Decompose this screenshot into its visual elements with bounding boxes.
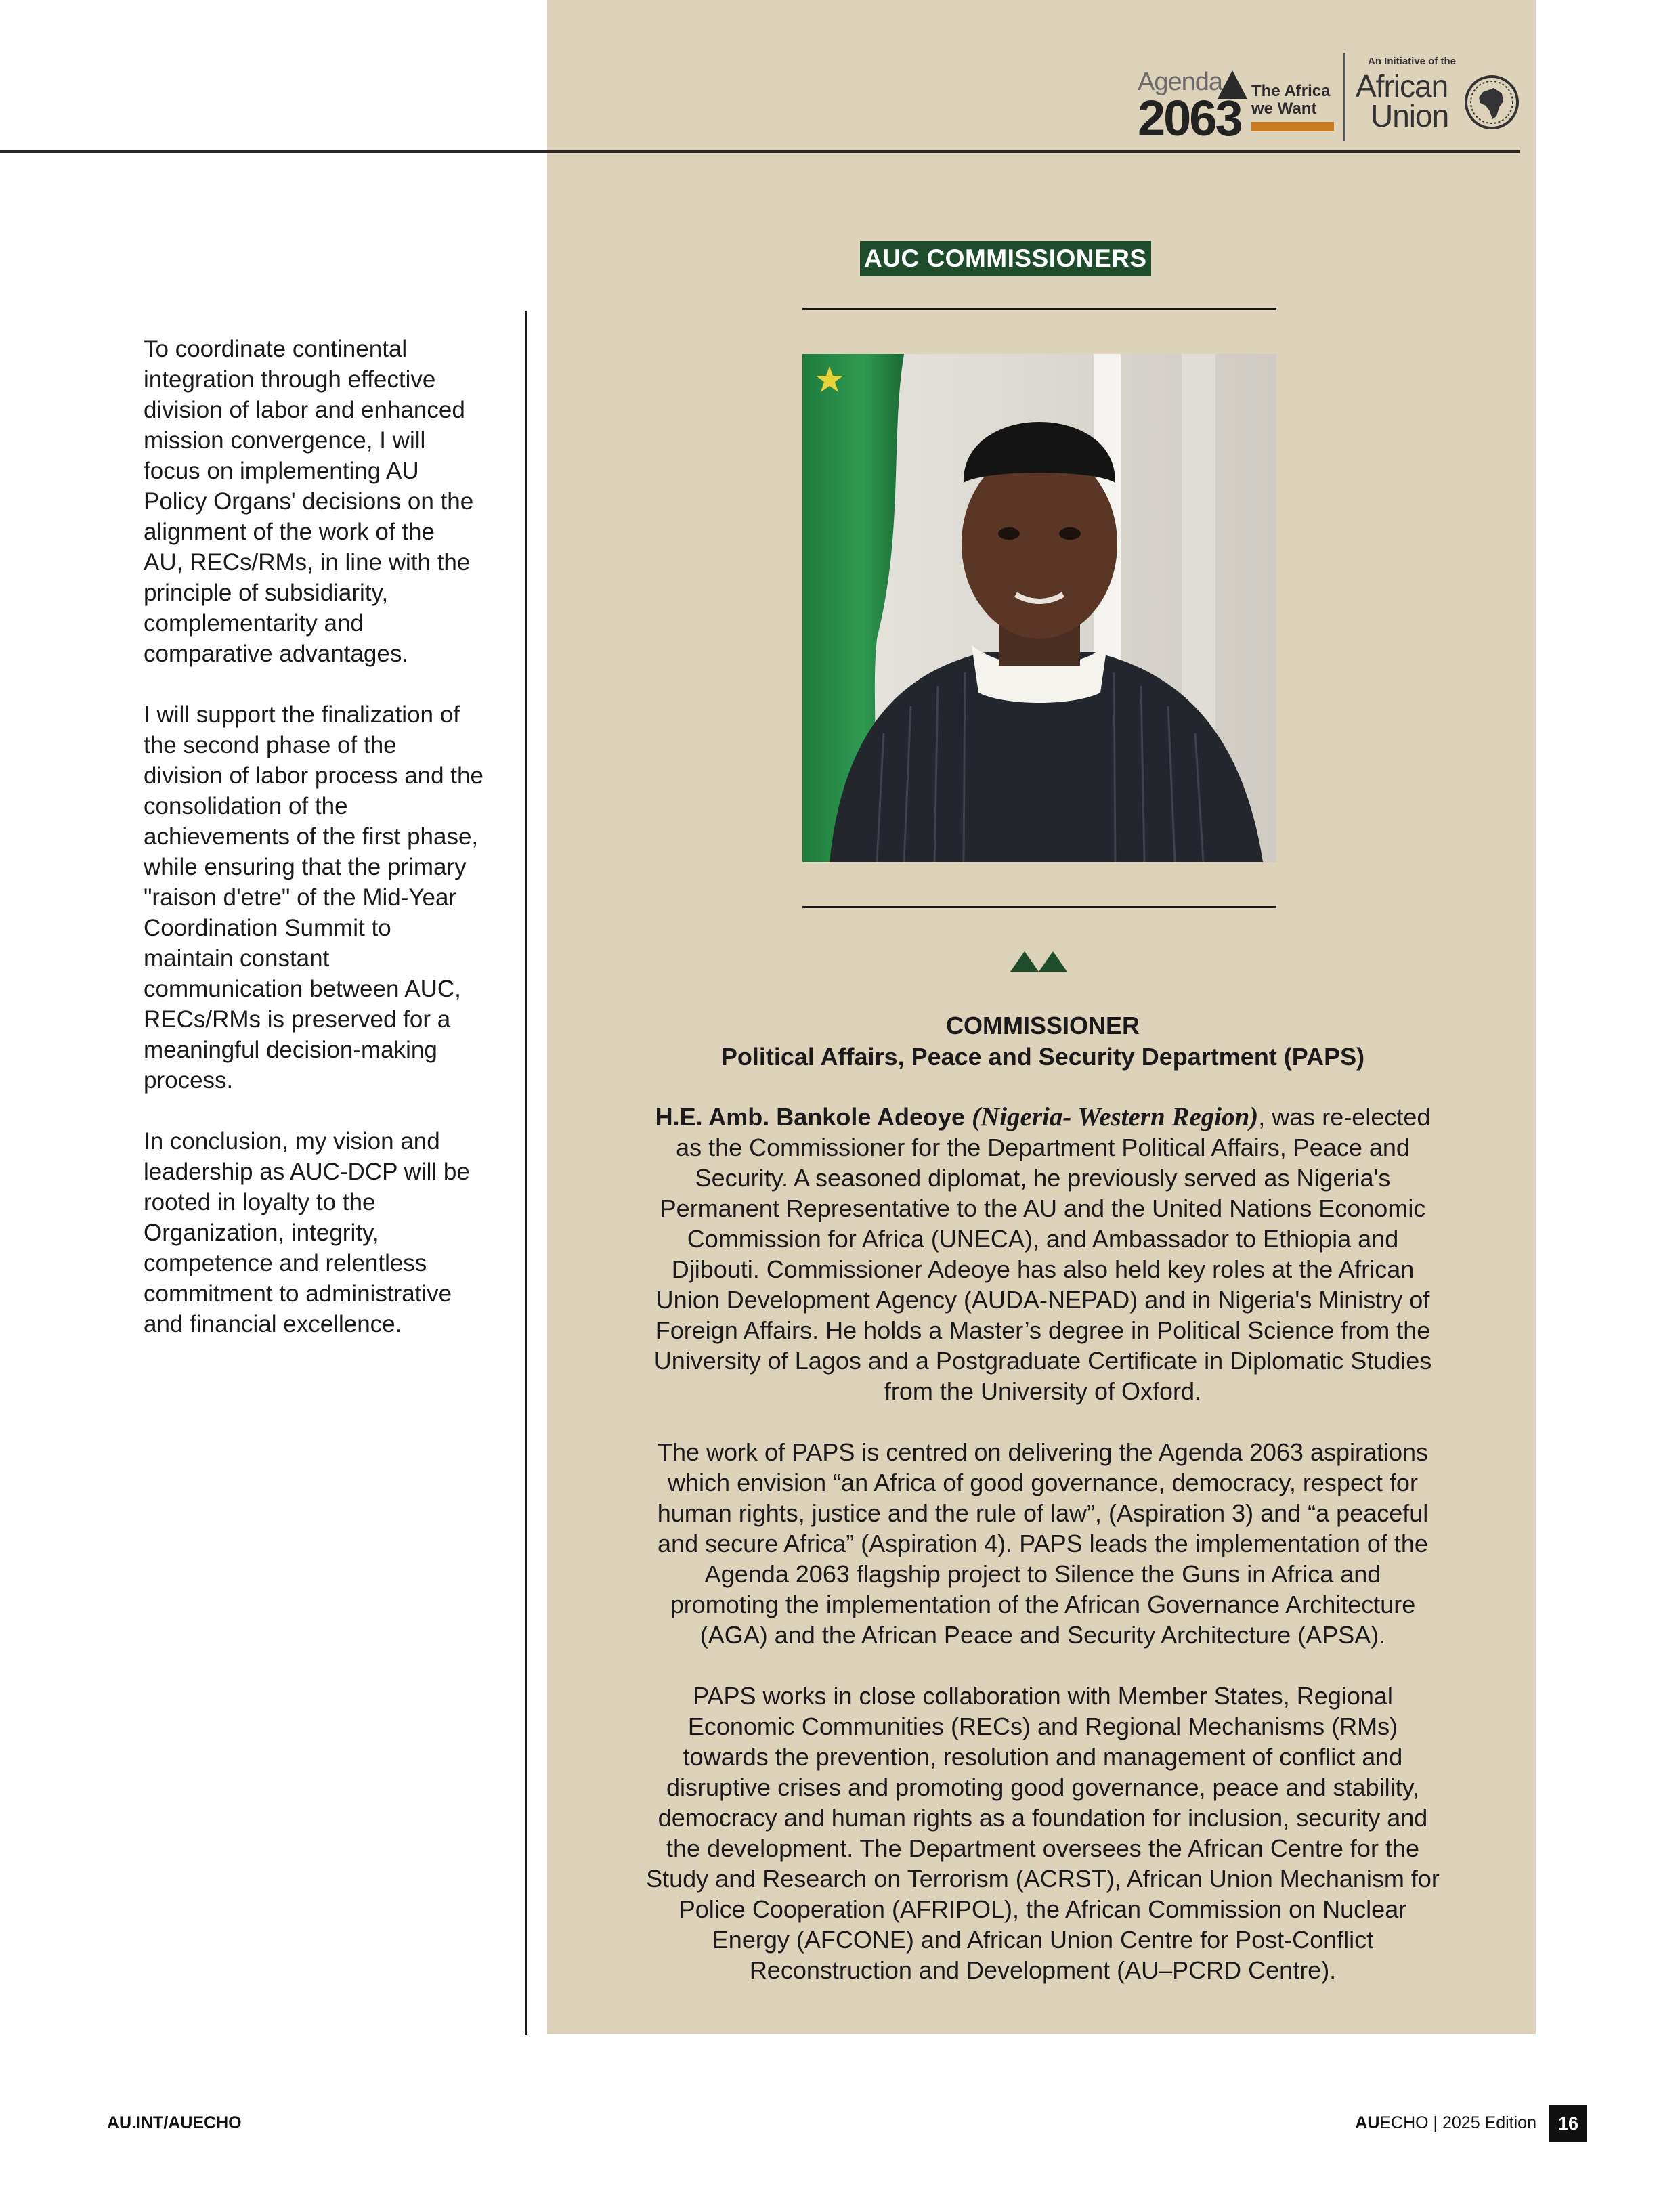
au-name-line-1: African <box>1356 68 1448 104</box>
commissioner-origin: (Nigeria- Western Region) <box>972 1102 1259 1131</box>
commissioner-title: COMMISSIONER <box>945 1012 1140 1039</box>
portrait-illustration <box>802 354 1276 862</box>
bio-paragraph-3: PAPS works in close collaboration with Member States, Regional Economic Communities (RECs) and Regional Mechanisms (RMs) towards the prevention, resolution and management of conflict and disruptive crises and promoting good governance, peace and stability, democracy and human rights as a foundation for inclusion, security and the development. The Department oversees the African Centre for the Study and Research on Terrorism (ACRST), African Union Mechanism for Police Cooperation (AFRIPOL), the African Commission on Nuclear Energy (AFCONE) and African Union Centre for Post-Conflict Reconstruction and Development (AU–PCRD Centre). <box>646 1682 1440 1984</box>
au-initiative-text: An Initiative of the <box>1368 56 1457 67</box>
header-rule <box>0 150 1520 153</box>
agenda-tagline-line-2: we Want <box>1251 100 1317 118</box>
au-name-line-2: Union <box>1371 98 1449 133</box>
left-paragraph-1: To coordinate continental integration through effective division of labor and enhanced mission convergence, I will focus on implementing AU Policy Organs' decisions on the alignment of the work of the AU, RECs/RMs, in line with the principle of subsidiarity, complementarity and comparative advantages. <box>144 336 474 667</box>
left-paragraph-2: I will support the finalization of the second phase of the division of labor process and the consolidation of the achievements of the first phase, while ensuring that the primary "raison d'etre" of the Mid-Year Coordination Summit to maintain constant communication between AUC, RECs/RMs is preserved for a meaningful decision-making process. <box>144 702 483 1094</box>
commissioner-bio <box>630 1102 1456 2016</box>
commissioner-name: H.E. Amb. Bankole Adeoye <box>655 1103 966 1131</box>
au-emblem-icon <box>1463 73 1521 131</box>
logo-divider <box>1343 53 1345 141</box>
photo-top-rule <box>802 308 1276 310</box>
department-name: Political Affairs, Peace and Security Department (PAPS) <box>720 1043 1365 1071</box>
agenda-tagline-line-1: The Africa <box>1251 82 1331 100</box>
agenda-2063-logo <box>1138 56 1341 144</box>
column-divider <box>525 311 527 2035</box>
agenda-color-bar <box>1251 122 1334 131</box>
page-number: 16 <box>1549 2105 1587 2142</box>
footer-brand-bold: AU <box>1355 2113 1380 2132</box>
commissioner-portrait <box>802 354 1276 862</box>
bio-paragraph-2: The work of PAPS is centred on delivering the Agenda 2063 aspirations which envision “an Africa of good governance, democracy, respect for human rights, justice and the rule of law”, (Aspiration 3) and “a peaceful and secure Africa” (Aspiration 4). PAPS leads the implementation of the Agenda 2063 flagship project to Silence the Guns in Africa and promoting the implementation of the African Governance Architecture (AGA) and the African Peace and Security Architecture (APSA). <box>657 1438 1429 1649</box>
bio-text: , was re-elected as the Commissioner for the Department Political Affairs, Peace and Security. A seasoned diplomat, he previously served as Nigeria's Permanent Representative to the AU and the United Nations Economic Commission for Africa (UNECA), and Ambassador to Ethiopia and Djibouti. Commissioner Adeoye has also held key roles at the African Union Development Agency (AUDA-NEPAD) and in Nigeria's Ministry of Foreign Affairs. He holds a Master’s degree in Political Science from the University of Lagos and a Postgraduate Certificate in Diplomatic Studies from the University of Oxford. <box>653 1103 1432 1405</box>
section-label: AUC COMMISSIONERS <box>860 241 1151 276</box>
agenda-tagline <box>1251 83 1346 118</box>
agenda-word: Agenda <box>1138 68 1223 96</box>
footer-edition-text: ECHO | 2025 Edition <box>1379 2113 1536 2132</box>
left-paragraph-3: In conclusion, my vision and leadership as AUC-DCP will be rooted in loyalty to the Organization, integrity, competence and relentless commitment to administrative and financial excellence. <box>144 1128 470 1337</box>
african-union-logo <box>1354 56 1524 144</box>
photo-bottom-rule <box>802 906 1276 908</box>
triangle-icon <box>1039 951 1067 972</box>
agenda-year: 2063 <box>1138 90 1241 146</box>
bio-paragraph-1 <box>630 1102 1456 1406</box>
left-column-text <box>144 334 523 1370</box>
agenda-triangle-icon <box>1218 70 1247 99</box>
footer-website-link[interactable]: AU.INT/AUECHO <box>107 2113 242 2132</box>
triangle-icon <box>1010 951 1039 972</box>
footer-edition <box>1355 2113 1536 2133</box>
